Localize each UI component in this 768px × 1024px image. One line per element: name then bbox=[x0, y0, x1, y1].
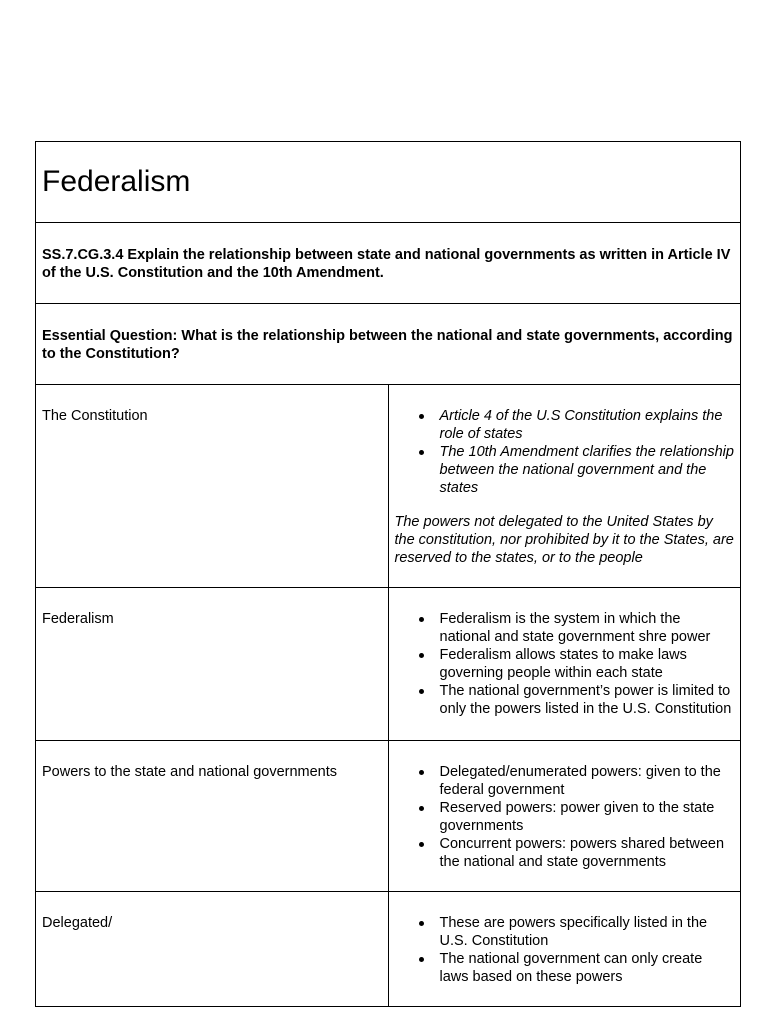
essential-question-row bbox=[36, 304, 741, 385]
row-label: Powers to the state and national governments bbox=[42, 764, 338, 780]
bullet-list bbox=[395, 610, 735, 718]
row-content-cell bbox=[388, 385, 741, 588]
list-item: These are powers specifically listed in the U.S. Constitution bbox=[440, 914, 735, 950]
row-label-cell bbox=[36, 588, 389, 741]
list-item: Reserved powers: power given to the state governments bbox=[440, 799, 735, 835]
row-label-cell bbox=[36, 741, 389, 892]
amendment-quote: The powers not delegated to the United States by the constitution, nor prohibited by it to the States, are reserved to the states, or to the people bbox=[394, 514, 734, 566]
list-item: The 10th Amendment clarifies the relationship between the national government and the states bbox=[439, 444, 734, 496]
list-item: Federalism is the system in which the national and state government shre power bbox=[440, 610, 735, 646]
standard-cell bbox=[36, 223, 741, 304]
essential-question-cell bbox=[36, 304, 741, 385]
table-row bbox=[36, 385, 741, 588]
row-label: Federalism bbox=[42, 611, 114, 627]
list-item: Federalism allows states to make laws governing people within each state bbox=[440, 646, 735, 682]
row-content-cell bbox=[388, 892, 741, 1007]
page-title: Federalism bbox=[42, 165, 191, 198]
essential-question-text: Essential Question: What is the relationship between the national and state governments, according to the Constitution? bbox=[42, 328, 733, 362]
standard-text: SS.7.CG.3.4 Explain the relationship between state and national governments as written in Article IV of the U.S. Constitution and the 10th Amendment. bbox=[42, 247, 731, 281]
row-content-cell bbox=[388, 588, 741, 741]
list-item: Concurrent powers: powers shared between the national and state governments bbox=[440, 835, 735, 871]
table-row bbox=[36, 741, 741, 892]
notes-table bbox=[35, 141, 741, 1007]
title-row bbox=[36, 142, 741, 223]
list-item: Delegated/enumerated powers: given to the federal government bbox=[440, 763, 735, 799]
list-item: The national government can only create laws based on these powers bbox=[440, 950, 735, 986]
bullet-list bbox=[395, 407, 735, 497]
list-item: Article 4 of the U.S Constitution explains the role of states bbox=[440, 407, 735, 443]
table-row bbox=[36, 588, 741, 741]
table-row bbox=[36, 892, 741, 1007]
row-content-cell bbox=[388, 741, 741, 892]
title-cell bbox=[36, 142, 741, 223]
standard-row bbox=[36, 223, 741, 304]
row-label-cell bbox=[36, 892, 389, 1007]
row-label: The Constitution bbox=[42, 408, 148, 424]
bullet-list bbox=[395, 914, 735, 986]
bullet-list bbox=[395, 763, 735, 871]
row-label-cell bbox=[36, 385, 389, 588]
list-item: The national government’s power is limited to only the powers listed in the U.S. Constitution bbox=[440, 682, 735, 718]
row-label: Delegated/ bbox=[42, 915, 113, 931]
